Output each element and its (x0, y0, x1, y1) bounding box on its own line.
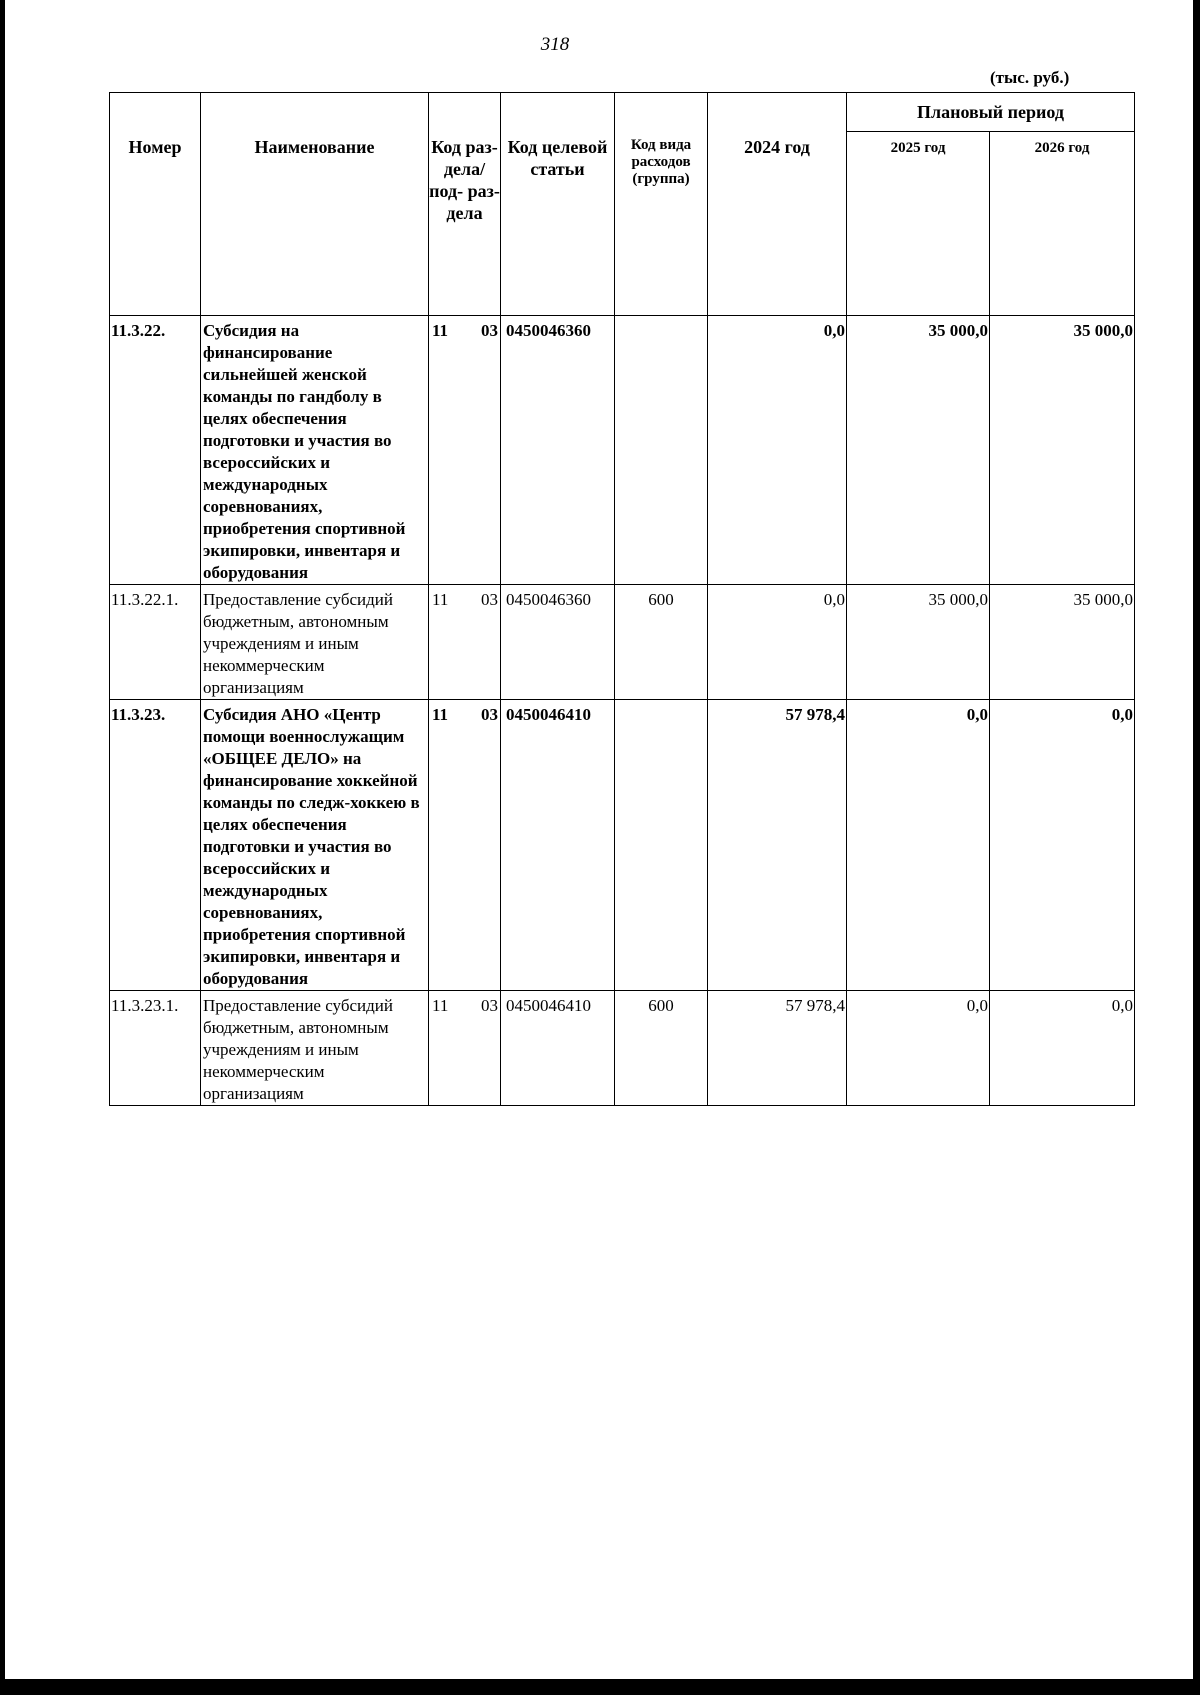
header-planned-period: Плановый период (847, 93, 1135, 132)
row-razdel-cell (429, 316, 501, 585)
row-2024-value: 0,0 (708, 316, 847, 585)
row-podrazdel: 03 (481, 996, 498, 1015)
row-razdel: 11 (432, 590, 449, 609)
row-razdel: 11 (432, 996, 449, 1015)
table-row (110, 316, 1135, 585)
row-number: 11.3.23.1. (110, 991, 201, 1106)
row-2025-value: 0,0 (847, 991, 990, 1106)
row-name: Субсидия на финансирование сильнейшей женской команды по гандболу в целях обеспечения подготовки и участия во всероссийских и международных соревнованиях, приобретения спортивной экипировки, инвентаря и оборудования (201, 316, 429, 585)
row-number: 11.3.23. (110, 700, 201, 991)
row-expense-code: 600 (615, 585, 708, 700)
table-row (110, 991, 1135, 1106)
header-expense-code: Код вида расходов (группа) (615, 93, 708, 316)
units-label: (тыс. руб.) (990, 68, 1070, 87)
row-name: Субсидия АНО «Центр помощи военнослужащим «ОБЩЕЕ ДЕЛО» на финансирование хоккейной команды по следж-хоккею в целях обеспечения подготовки и участия во всероссийских и международных соревнованиях, приобретения спортивной экипировки, инвентаря и оборудования (201, 700, 429, 991)
row-target-code: 0450046360 (501, 316, 615, 585)
table-header (110, 93, 1135, 316)
header-number: Номер (110, 93, 201, 316)
row-razdel: 11 (432, 705, 449, 724)
row-razdel-cell (429, 700, 501, 991)
row-2026-value: 0,0 (990, 991, 1135, 1106)
row-2026-value: 35 000,0 (990, 585, 1135, 700)
table-row (110, 700, 1135, 991)
row-2024-value: 0,0 (708, 585, 847, 700)
row-target-code: 0450046410 (501, 991, 615, 1106)
row-number: 11.3.22.1. (110, 585, 201, 700)
row-2026-value: 35 000,0 (990, 316, 1135, 585)
row-podrazdel: 03 (481, 590, 498, 609)
budget-table (109, 92, 1135, 1106)
row-2025-value: 0,0 (847, 700, 990, 991)
row-2024-value: 57 978,4 (708, 700, 847, 991)
row-razdel: 11 (432, 321, 449, 340)
row-razdel-cell (429, 585, 501, 700)
header-2024: 2024 год (708, 93, 847, 316)
table-body (110, 316, 1135, 1106)
page-number: 318 (540, 34, 570, 55)
scan-border-left (0, 0, 5, 1695)
row-name: Предоставление субсидий бюджетным, автономным учреждениям и иным некоммерческим организациям (201, 991, 429, 1106)
row-target-code: 0450046410 (501, 700, 615, 991)
scan-border-right (1193, 0, 1200, 1695)
row-expense-code: 600 (615, 991, 708, 1106)
row-number: 11.3.22. (110, 316, 201, 585)
row-expense-code (615, 316, 708, 585)
row-name: Предоставление субсидий бюджетным, автономным учреждениям и иным некоммерческим организациям (201, 585, 429, 700)
header-target-code: Код целевой статьи (501, 93, 615, 316)
row-podrazdel: 03 (481, 321, 498, 340)
row-expense-code (615, 700, 708, 991)
header-2025: 2025 год (847, 132, 990, 316)
header-2026: 2026 год (990, 132, 1135, 316)
row-2025-value: 35 000,0 (847, 585, 990, 700)
row-razdel-cell (429, 991, 501, 1106)
row-podrazdel: 03 (481, 705, 498, 724)
header-name: Наименование (201, 93, 429, 316)
row-2024-value: 57 978,4 (708, 991, 847, 1106)
scan-border-bottom (0, 1679, 1200, 1695)
row-2025-value: 35 000,0 (847, 316, 990, 585)
table-row (110, 585, 1135, 700)
row-2026-value: 0,0 (990, 700, 1135, 991)
header-razdel: Код раз- дела/ под- раз- дела (429, 93, 501, 316)
row-target-code: 0450046360 (501, 585, 615, 700)
